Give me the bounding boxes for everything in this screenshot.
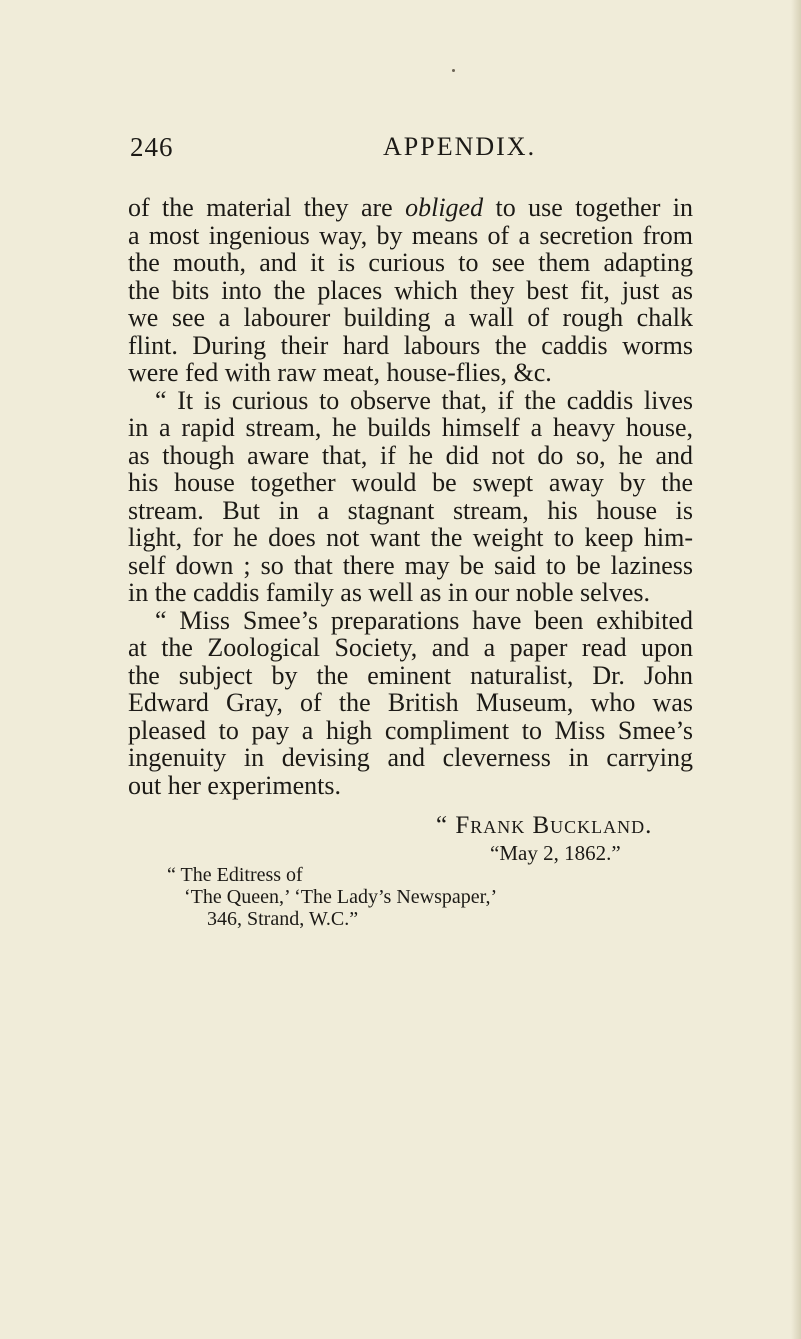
text-line-19: Edward Gray, of the British Museum, who was [128,688,693,717]
text-line-8: “ It is curious to observe that, if the caddis lives [155,385,693,415]
text-line-7: were fed with raw meat, house-flies, &c. [128,358,552,387]
address-line-2: ‘The Queen,’ ‘The Lady’s Newspaper,’ [184,886,498,908]
text-line-4: the bits into the places which they best fit, just as [128,275,693,305]
address-line-3: 346, Strand, W.C.” [207,908,359,930]
text-line-9: in a rapid stream, he builds himself a heavy house, [128,413,693,442]
text-line-22: out her experiments. [128,770,341,800]
running-title: APPENDIX. [383,132,537,161]
body-text [128,194,693,799]
text-line-16: “ Miss Smee’s preparations have been exhibited [155,605,693,635]
text-line-11: his house together would be swept away by the [128,468,693,497]
text-line-1: of the material they are obliged to use together in [128,193,693,222]
text-line-17: at the Zoological Society, and a paper read upon [128,633,693,662]
text-line-5: we see a labourer building a wall of rough chalk [128,303,693,332]
signature-date: “May 2, 1862.” [490,841,621,865]
text-line-15: in the caddis family as well as in our noble selves. [128,578,651,607]
text-line-20: pleased to pay a high compliment to Miss Smee’s [128,715,693,745]
running-head [130,132,690,172]
signature-name: “ Frank Buckland. [436,812,653,839]
text-line-3: the mouth, and it is curious to see them adapting [128,248,693,277]
text-line-18: the subject by the eminent naturalist, Dr. John [128,660,693,690]
text-line-12: stream. But in a stagnant stream, his house is [128,495,693,525]
text-line-6: flint. During their hard labours the caddis worms [128,330,693,360]
text-line-21: ingenuity in devising and cleverness in carrying [128,743,693,772]
paper-speck [452,69,455,72]
text-line-14: self down ; so that there may be said to be laziness [128,550,693,580]
text-line-10: as though aware that, if he did not do so, he and [128,440,693,470]
address-line-1: “ The Editress of [167,864,303,886]
signature-block [0,812,801,932]
text-line-13: light, for he does not want the weight to keep him- [128,523,693,552]
page-edge-shadow [791,0,801,1339]
text-line-2: a most ingenious way, by means of a secretion from [128,220,693,250]
page-number: 246 [130,132,174,162]
